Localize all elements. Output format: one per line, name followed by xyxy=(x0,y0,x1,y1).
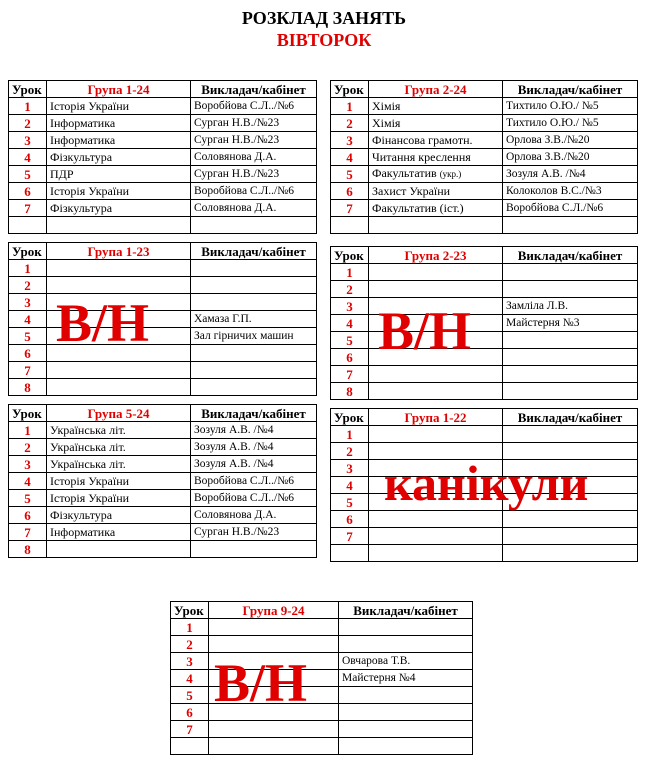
subject-cell xyxy=(209,636,339,653)
table-row xyxy=(331,200,638,217)
table-row xyxy=(331,217,638,234)
lesson-number: 8 xyxy=(9,541,47,558)
teacher-cell: Зозуля А.В. /№4 xyxy=(191,422,317,439)
table-row xyxy=(9,183,317,200)
teacher-cell xyxy=(503,217,638,234)
table-row xyxy=(9,132,317,149)
table-header-row xyxy=(171,602,473,619)
subject-cell xyxy=(47,149,191,166)
lesson-column-header: Урок xyxy=(9,405,47,422)
table-row xyxy=(171,636,473,653)
table-header-row xyxy=(331,81,638,98)
lesson-number: 7 xyxy=(331,200,369,217)
table-row xyxy=(171,721,473,738)
lesson-number: 5 xyxy=(9,490,47,507)
table-row xyxy=(9,524,317,541)
teacher-cell: Орлова З.В./№20 xyxy=(503,132,638,149)
teacher-cell xyxy=(503,332,638,349)
subject-name: Факультатив (іст.) xyxy=(372,200,464,215)
teacher-cell: Сурган Н.В./№23 xyxy=(191,115,317,132)
lesson-number: 5 xyxy=(331,332,369,349)
subject-cell xyxy=(47,115,191,132)
lesson-number: 5 xyxy=(9,166,47,183)
lesson-number: 1 xyxy=(9,422,47,439)
table-row xyxy=(331,264,638,281)
lesson-number: 6 xyxy=(331,349,369,366)
teacher-cell xyxy=(339,738,473,755)
teacher-cell xyxy=(339,721,473,738)
lesson-number: 1 xyxy=(171,619,209,636)
table-row xyxy=(9,277,317,294)
teacher-cell xyxy=(503,264,638,281)
subject-name: Інформатика xyxy=(50,524,116,539)
subject-cell xyxy=(47,98,191,115)
teacher-cell: Воробйова С.Л../№6 xyxy=(191,473,317,490)
lesson-number: 8 xyxy=(331,383,369,400)
schedule-table-group-2-23 xyxy=(330,246,638,400)
table-row xyxy=(331,545,638,562)
teacher-cell xyxy=(191,541,317,558)
lesson-number: 3 xyxy=(9,294,47,311)
teacher-cell: Сурган Н.В./№23 xyxy=(191,166,317,183)
lesson-number: 2 xyxy=(9,115,47,132)
lesson-number: 7 xyxy=(331,528,369,545)
subject-cell xyxy=(47,217,191,234)
teacher-cell: Соловянова Д.А. xyxy=(191,200,317,217)
teacher-cell xyxy=(191,294,317,311)
lesson-number: 8 xyxy=(9,379,47,396)
table-row xyxy=(331,511,638,528)
lesson-number: 2 xyxy=(9,439,47,456)
subject-name: Фізкультура xyxy=(50,200,113,215)
teacher-column-header: Викладач/кабінет xyxy=(191,405,317,422)
lesson-number: 3 xyxy=(331,298,369,315)
lesson-number: 4 xyxy=(9,473,47,490)
subject-cell xyxy=(47,490,191,507)
subject-cell xyxy=(209,619,339,636)
teacher-cell: Майстерня №4 xyxy=(339,670,473,687)
lesson-number: 6 xyxy=(331,511,369,528)
table-row xyxy=(331,315,638,332)
lesson-number: 6 xyxy=(9,345,47,362)
lesson-number: 3 xyxy=(171,653,209,670)
table-row xyxy=(331,166,638,183)
subject-cell xyxy=(47,200,191,217)
table-header-row xyxy=(9,243,317,260)
subject-note: (укр.) xyxy=(439,169,462,179)
lesson-number: 2 xyxy=(9,277,47,294)
lesson-number: 7 xyxy=(9,524,47,541)
teacher-cell: Майстерня №3 xyxy=(503,315,638,332)
subject-cell xyxy=(47,166,191,183)
teacher-column-header: Викладач/кабінет xyxy=(191,81,317,98)
group-9-24-status-overlay: В/Н xyxy=(214,653,308,713)
teacher-cell: Воробйова С.Л../№6 xyxy=(191,183,317,200)
teacher-cell xyxy=(191,345,317,362)
table-row xyxy=(9,379,317,396)
teacher-cell: Зозуля А.В. /№4 xyxy=(191,439,317,456)
lesson-number: 4 xyxy=(9,311,47,328)
lesson-number: 4 xyxy=(331,149,369,166)
teacher-cell: Соловянова Д.А. xyxy=(191,507,317,524)
lesson-number: 7 xyxy=(9,362,47,379)
lesson-number: 4 xyxy=(171,670,209,687)
subject-name: Історія України xyxy=(50,183,130,198)
lesson-number: 1 xyxy=(331,426,369,443)
subject-cell xyxy=(47,362,191,379)
subject-name: Інформатика xyxy=(50,115,116,130)
lesson-number: 6 xyxy=(9,183,47,200)
teacher-column-header: Викладач/кабінет xyxy=(503,81,638,98)
lesson-column-header: Урок xyxy=(331,81,369,98)
schedule-table-group-1-24 xyxy=(8,80,317,234)
subject-cell xyxy=(369,511,503,528)
teacher-column-header: Викладач/кабінет xyxy=(503,247,638,264)
subject-name: ПДР xyxy=(50,166,74,181)
subject-cell xyxy=(47,541,191,558)
subject-name: Хімія xyxy=(372,115,401,130)
teacher-cell xyxy=(339,636,473,653)
teacher-cell: Воробйова С.Л../№6 xyxy=(191,490,317,507)
table-header-row xyxy=(9,405,317,422)
lesson-number xyxy=(9,217,47,234)
table-row xyxy=(331,115,638,132)
subject-cell xyxy=(47,422,191,439)
lesson-number: 3 xyxy=(331,460,369,477)
teacher-cell: Замліла Л.В. xyxy=(503,298,638,315)
lesson-number: 4 xyxy=(331,315,369,332)
lesson-number: 3 xyxy=(331,132,369,149)
subject-cell xyxy=(47,456,191,473)
subject-name: Українська літ. xyxy=(50,439,126,454)
group-1-22-status-overlay: канікули xyxy=(384,455,589,511)
lesson-number: 5 xyxy=(331,494,369,511)
table-row xyxy=(331,366,638,383)
lesson-number: 1 xyxy=(331,264,369,281)
subject-cell xyxy=(369,264,503,281)
lesson-number: 3 xyxy=(9,456,47,473)
subject-cell xyxy=(47,524,191,541)
table-row xyxy=(331,332,638,349)
teacher-cell xyxy=(191,277,317,294)
group-2-23-status-overlay: В/Н xyxy=(378,301,472,361)
teacher-cell: Колоколов В.С./№3 xyxy=(503,183,638,200)
teacher-cell: Хамаза Г.П. xyxy=(191,311,317,328)
teacher-column-header: Викладач/кабінет xyxy=(339,602,473,619)
table-row xyxy=(9,260,317,277)
lesson-number xyxy=(331,545,369,562)
subject-cell xyxy=(369,115,503,132)
subject-cell xyxy=(369,98,503,115)
lesson-number: 2 xyxy=(331,281,369,298)
teacher-cell: Воробйова С.Л./№6 xyxy=(503,200,638,217)
lesson-number: 2 xyxy=(331,443,369,460)
table-row xyxy=(331,383,638,400)
teacher-cell xyxy=(191,362,317,379)
teacher-cell: Зозуля А.В. /№4 xyxy=(503,166,638,183)
subject-cell xyxy=(369,149,503,166)
teacher-cell xyxy=(503,545,638,562)
subject-name: Українська літ. xyxy=(50,422,126,437)
table-row xyxy=(171,738,473,755)
group-column-header: Група 9-24 xyxy=(209,602,339,619)
teacher-column-header: Викладач/кабінет xyxy=(503,409,638,426)
teacher-cell xyxy=(503,366,638,383)
teacher-cell: Сурган Н.В./№23 xyxy=(191,524,317,541)
teacher-cell: Орлова З.В./№20 xyxy=(503,149,638,166)
subject-cell xyxy=(369,545,503,562)
subject-cell xyxy=(369,366,503,383)
table-row xyxy=(331,132,638,149)
table-row xyxy=(9,328,317,345)
subject-name: Читання креслення xyxy=(372,149,471,164)
teacher-cell: Зал гірничих машин xyxy=(191,328,317,345)
teacher-cell xyxy=(503,281,638,298)
teacher-cell: Соловянова Д.А. xyxy=(191,149,317,166)
table-row xyxy=(9,166,317,183)
table-row xyxy=(9,456,317,473)
table-row xyxy=(331,426,638,443)
subject-name: Хімія xyxy=(372,98,401,113)
subject-cell xyxy=(47,183,191,200)
lesson-number: 6 xyxy=(331,183,369,200)
lesson-number: 1 xyxy=(9,260,47,277)
table-row xyxy=(9,200,317,217)
lesson-column-header: Урок xyxy=(9,243,47,260)
table-row xyxy=(9,490,317,507)
lesson-number: 7 xyxy=(9,200,47,217)
lesson-number: 1 xyxy=(9,98,47,115)
lesson-number xyxy=(171,738,209,755)
schedule-table-group-5-24 xyxy=(8,404,317,558)
lesson-number xyxy=(331,217,369,234)
teacher-cell xyxy=(503,528,638,545)
table-header-row xyxy=(9,81,317,98)
table-header-row xyxy=(331,247,638,264)
subject-cell xyxy=(369,281,503,298)
subject-name: Інформатика xyxy=(50,132,116,147)
subject-name: Факультатив xyxy=(372,166,437,180)
lesson-number: 2 xyxy=(171,636,209,653)
subject-name: Фізкультура xyxy=(50,507,113,522)
subject-cell xyxy=(369,183,503,200)
lesson-number: 6 xyxy=(9,507,47,524)
teacher-cell xyxy=(503,426,638,443)
schedule-table-group-2-24 xyxy=(330,80,638,234)
group-column-header: Група 1-23 xyxy=(47,243,191,260)
table-row xyxy=(331,528,638,545)
subject-name: Історія України xyxy=(50,490,130,505)
lesson-number: 5 xyxy=(171,687,209,704)
table-row xyxy=(9,439,317,456)
table-row xyxy=(9,473,317,490)
teacher-cell: Овчарова Т.В. xyxy=(339,653,473,670)
subject-cell xyxy=(47,439,191,456)
group-column-header: Група 2-23 xyxy=(369,247,503,264)
teacher-cell xyxy=(503,349,638,366)
teacher-cell xyxy=(503,383,638,400)
subject-cell xyxy=(47,260,191,277)
table-row xyxy=(9,362,317,379)
table-row xyxy=(331,298,638,315)
teacher-cell xyxy=(339,687,473,704)
teacher-cell: Сурган Н.В./№23 xyxy=(191,132,317,149)
lesson-column-header: Урок xyxy=(171,602,209,619)
group-column-header: Група 1-22 xyxy=(369,409,503,426)
subject-cell xyxy=(47,379,191,396)
group-column-header: Група 2-24 xyxy=(369,81,503,98)
teacher-cell: Воробйова С.Л../№6 xyxy=(191,98,317,115)
table-row xyxy=(9,422,317,439)
day-title: ВІВТОРОК xyxy=(276,30,372,50)
lesson-column-header: Урок xyxy=(331,247,369,264)
group-column-header: Група 5-24 xyxy=(47,405,191,422)
lesson-column-header: Урок xyxy=(331,409,369,426)
subject-cell xyxy=(47,277,191,294)
lesson-number: 5 xyxy=(331,166,369,183)
teacher-cell xyxy=(339,704,473,721)
subject-name: Історія України xyxy=(50,98,130,113)
subject-name: Історія України xyxy=(50,473,130,488)
subject-cell xyxy=(369,528,503,545)
subject-name: Фінансова грамотн. xyxy=(372,132,473,147)
page-title: РОЗКЛАД ЗАНЯТЬ xyxy=(241,8,407,28)
teacher-cell: Тихтило О.Ю./ №5 xyxy=(503,115,638,132)
table-row xyxy=(331,149,638,166)
table-row xyxy=(171,619,473,636)
table-row xyxy=(9,345,317,362)
teacher-cell xyxy=(339,619,473,636)
table-row xyxy=(9,149,317,166)
subject-cell xyxy=(369,217,503,234)
teacher-cell xyxy=(503,511,638,528)
lesson-number: 4 xyxy=(9,149,47,166)
subject-cell xyxy=(209,738,339,755)
schedule-table-group-1-23 xyxy=(8,242,317,396)
subject-name: Захист України xyxy=(372,183,451,198)
teacher-column-header: Викладач/кабінет xyxy=(191,243,317,260)
table-row xyxy=(9,217,317,234)
subject-cell xyxy=(209,721,339,738)
teacher-cell xyxy=(191,217,317,234)
lesson-number: 1 xyxy=(331,98,369,115)
teacher-cell xyxy=(191,379,317,396)
lesson-number: 3 xyxy=(9,132,47,149)
table-row xyxy=(331,183,638,200)
table-row xyxy=(9,507,317,524)
subject-cell xyxy=(47,507,191,524)
subject-cell xyxy=(369,200,503,217)
table-row xyxy=(331,98,638,115)
subject-name: Фізкультура xyxy=(50,149,113,164)
table-row xyxy=(331,281,638,298)
table-header-row xyxy=(331,409,638,426)
lesson-number: 7 xyxy=(171,721,209,738)
subject-cell xyxy=(47,132,191,149)
subject-cell xyxy=(369,132,503,149)
teacher-cell: Зозуля А.В. /№4 xyxy=(191,456,317,473)
teacher-cell xyxy=(191,260,317,277)
lesson-number: 4 xyxy=(331,477,369,494)
subject-cell xyxy=(369,383,503,400)
lesson-column-header: Урок xyxy=(9,81,47,98)
table-row xyxy=(9,311,317,328)
subject-cell xyxy=(47,473,191,490)
subject-name: Українська літ. xyxy=(50,456,126,471)
table-row xyxy=(9,294,317,311)
group-column-header: Група 1-24 xyxy=(47,81,191,98)
lesson-number: 6 xyxy=(171,704,209,721)
table-row xyxy=(9,541,317,558)
subject-cell xyxy=(369,426,503,443)
table-row xyxy=(331,349,638,366)
table-row xyxy=(9,98,317,115)
teacher-cell: Тихтило О.Ю./ №5 xyxy=(503,98,638,115)
lesson-number: 2 xyxy=(331,115,369,132)
table-row xyxy=(9,115,317,132)
lesson-number: 5 xyxy=(9,328,47,345)
subject-cell xyxy=(369,166,503,183)
lesson-number: 7 xyxy=(331,366,369,383)
group-1-23-status-overlay: В/Н xyxy=(56,293,150,353)
